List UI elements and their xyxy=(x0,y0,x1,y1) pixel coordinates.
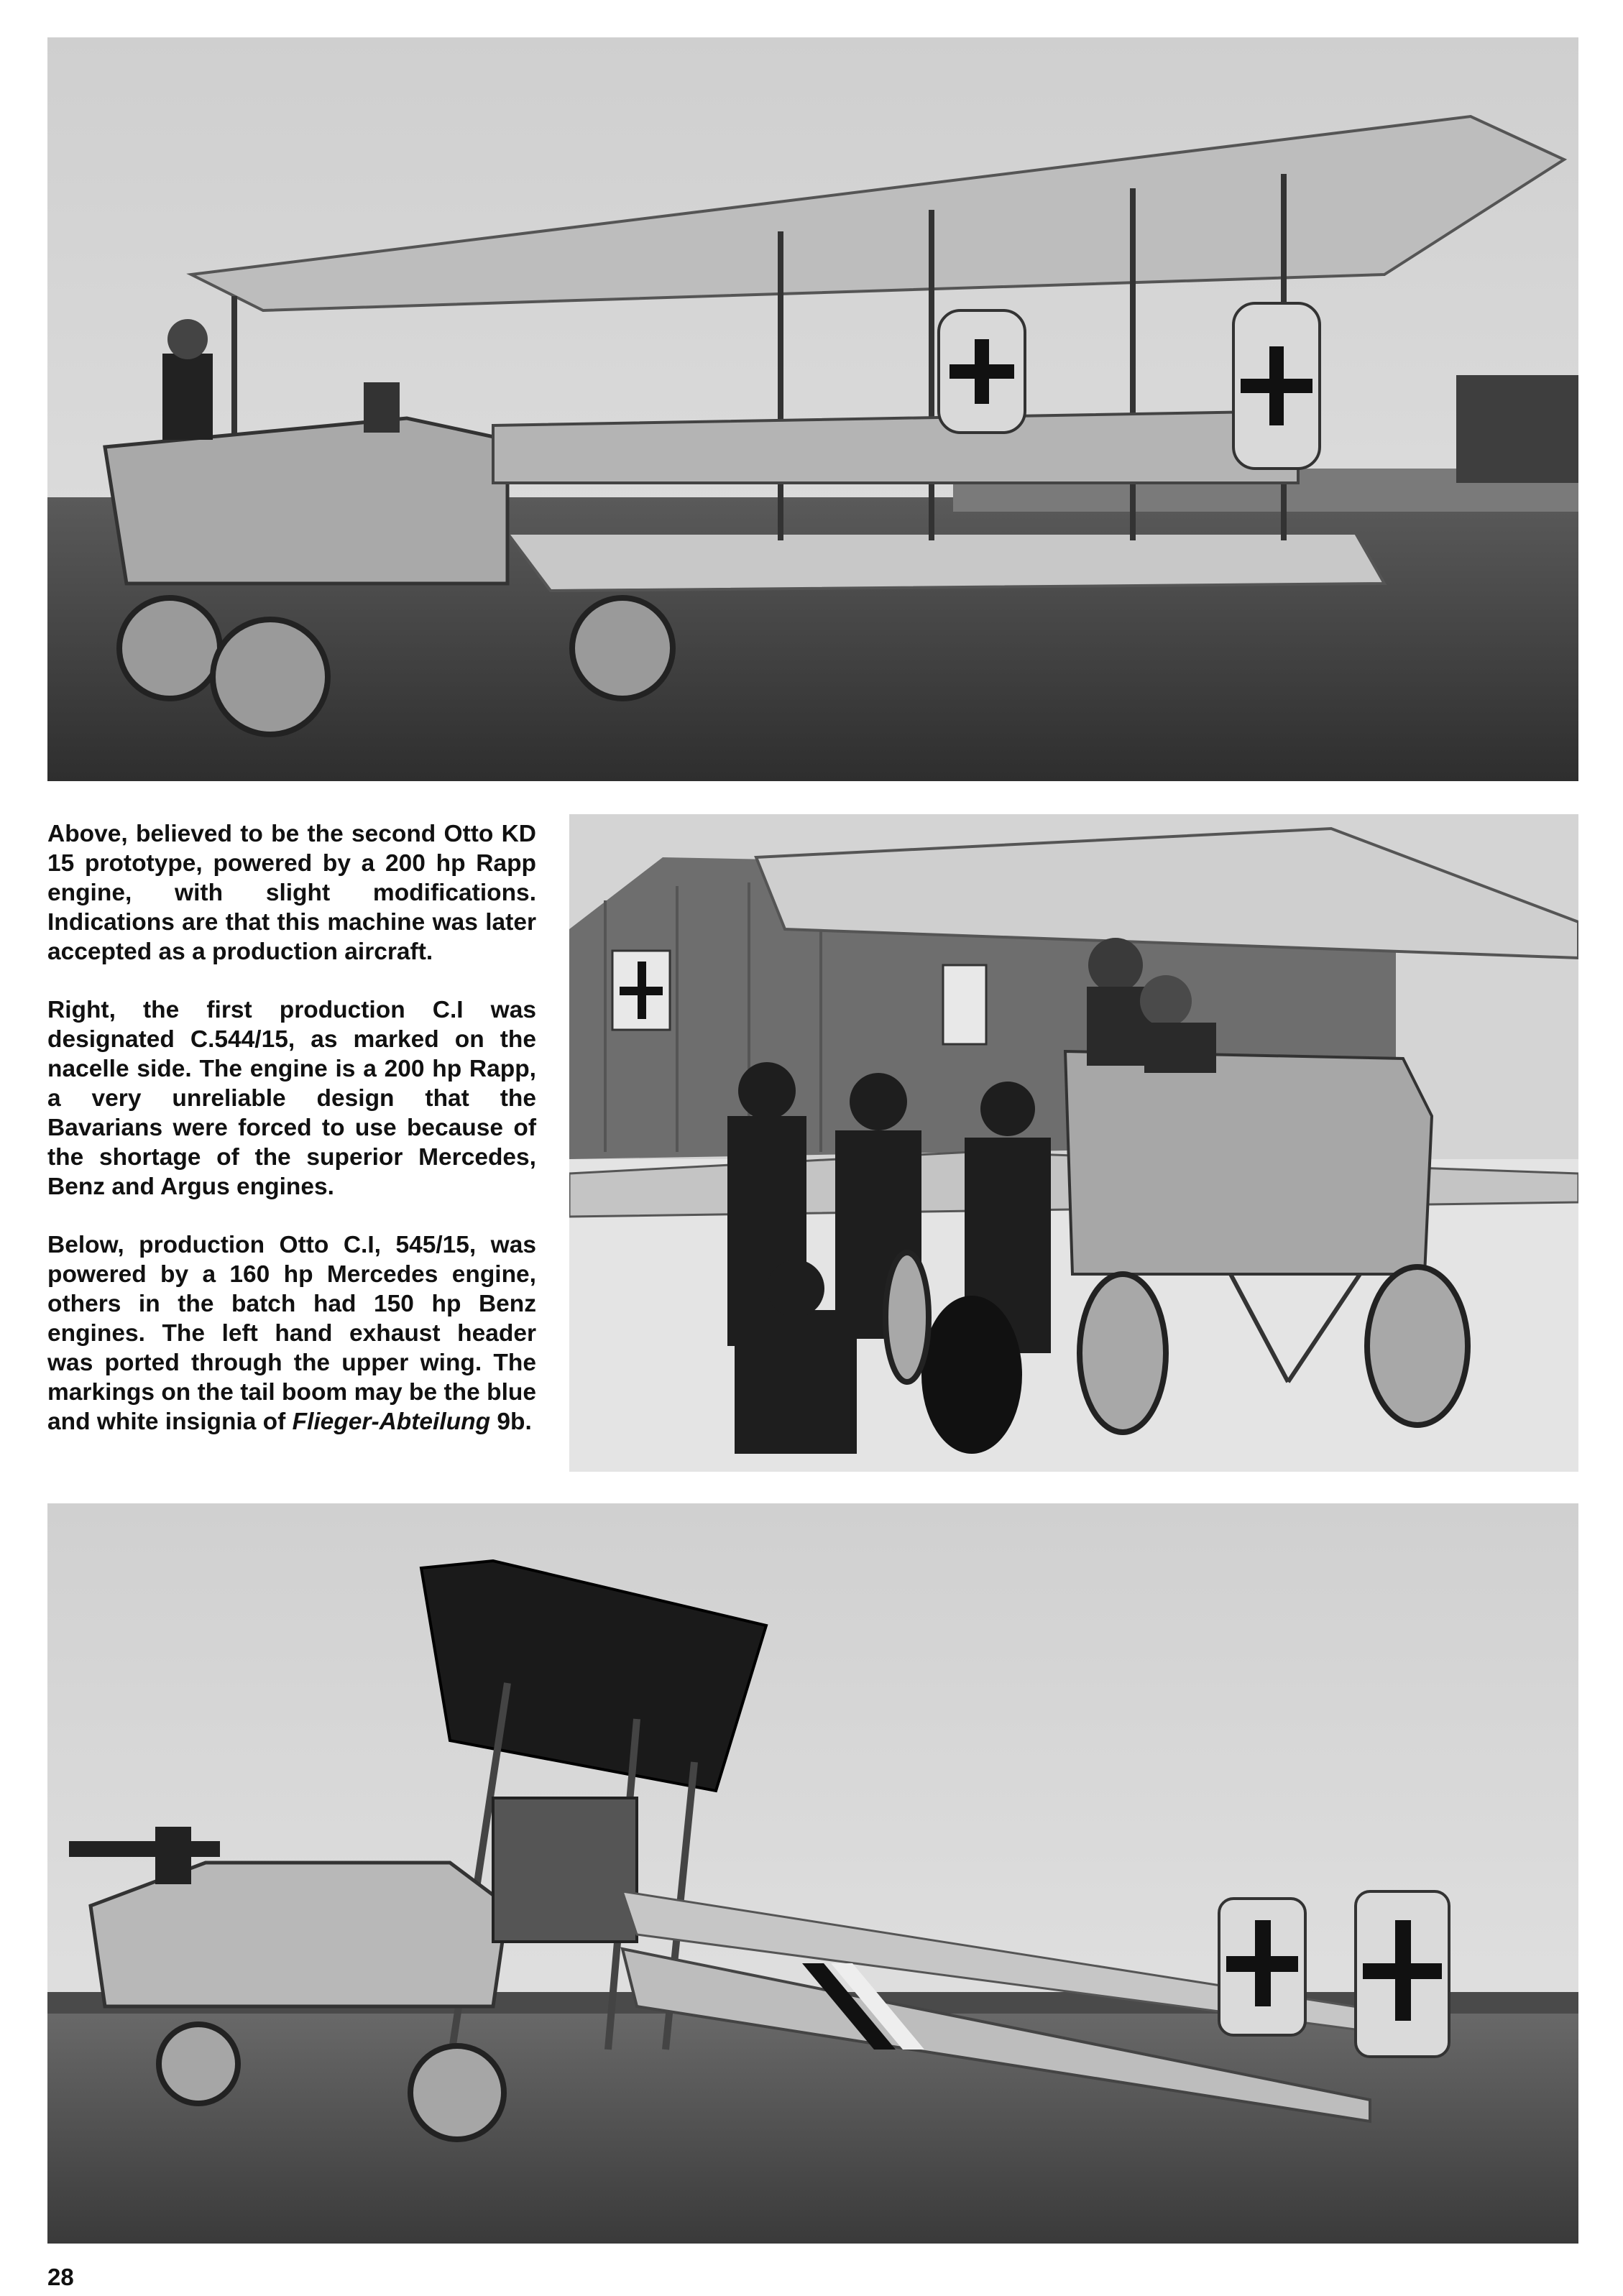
caption-bottom-italic: Flieger-Abteilung xyxy=(292,1409,491,1435)
photo-c544-crew xyxy=(569,814,1578,1472)
caption-bottom-photo xyxy=(47,1230,536,1437)
caption-top-photo: Above, believed to be the second Otto KD 15 prototype, powered by a 200 hp Rapp engine, with slight modifications. Indications are that this machine was later accepted as a production aircraft. xyxy=(47,821,536,965)
caption-bottom-end: 9b. xyxy=(490,1409,532,1435)
page-number: 28 xyxy=(47,2264,74,2290)
caption-bottom-text: Below, production Otto C.I, 545/15, was powered by a 160 hp Mercedes engine, others in the batch had 150 hp Benz engines. The left hand exhaust header was ported through the upper wing. The markings on the tail boom may be the blue and white insignia of xyxy=(47,1232,536,1435)
caption-column xyxy=(47,819,536,1465)
photo-c545-side-view-image xyxy=(47,1503,1578,2244)
caption-right-photo: Right, the first production C.I was designated C.544/15, as marked on the nacelle side. The engine is a 200 hp Rapp, a very unreliable design that the Bavarians were forced to use because of the shortage of the superior Mercedes, Benz and Argus engines. xyxy=(47,997,536,1200)
photo-c545-side-view xyxy=(47,1503,1578,2244)
photo-c544-crew-image xyxy=(569,814,1578,1472)
photo-kd15-prototype xyxy=(47,37,1578,781)
photo-kd15-prototype-image xyxy=(47,37,1578,781)
